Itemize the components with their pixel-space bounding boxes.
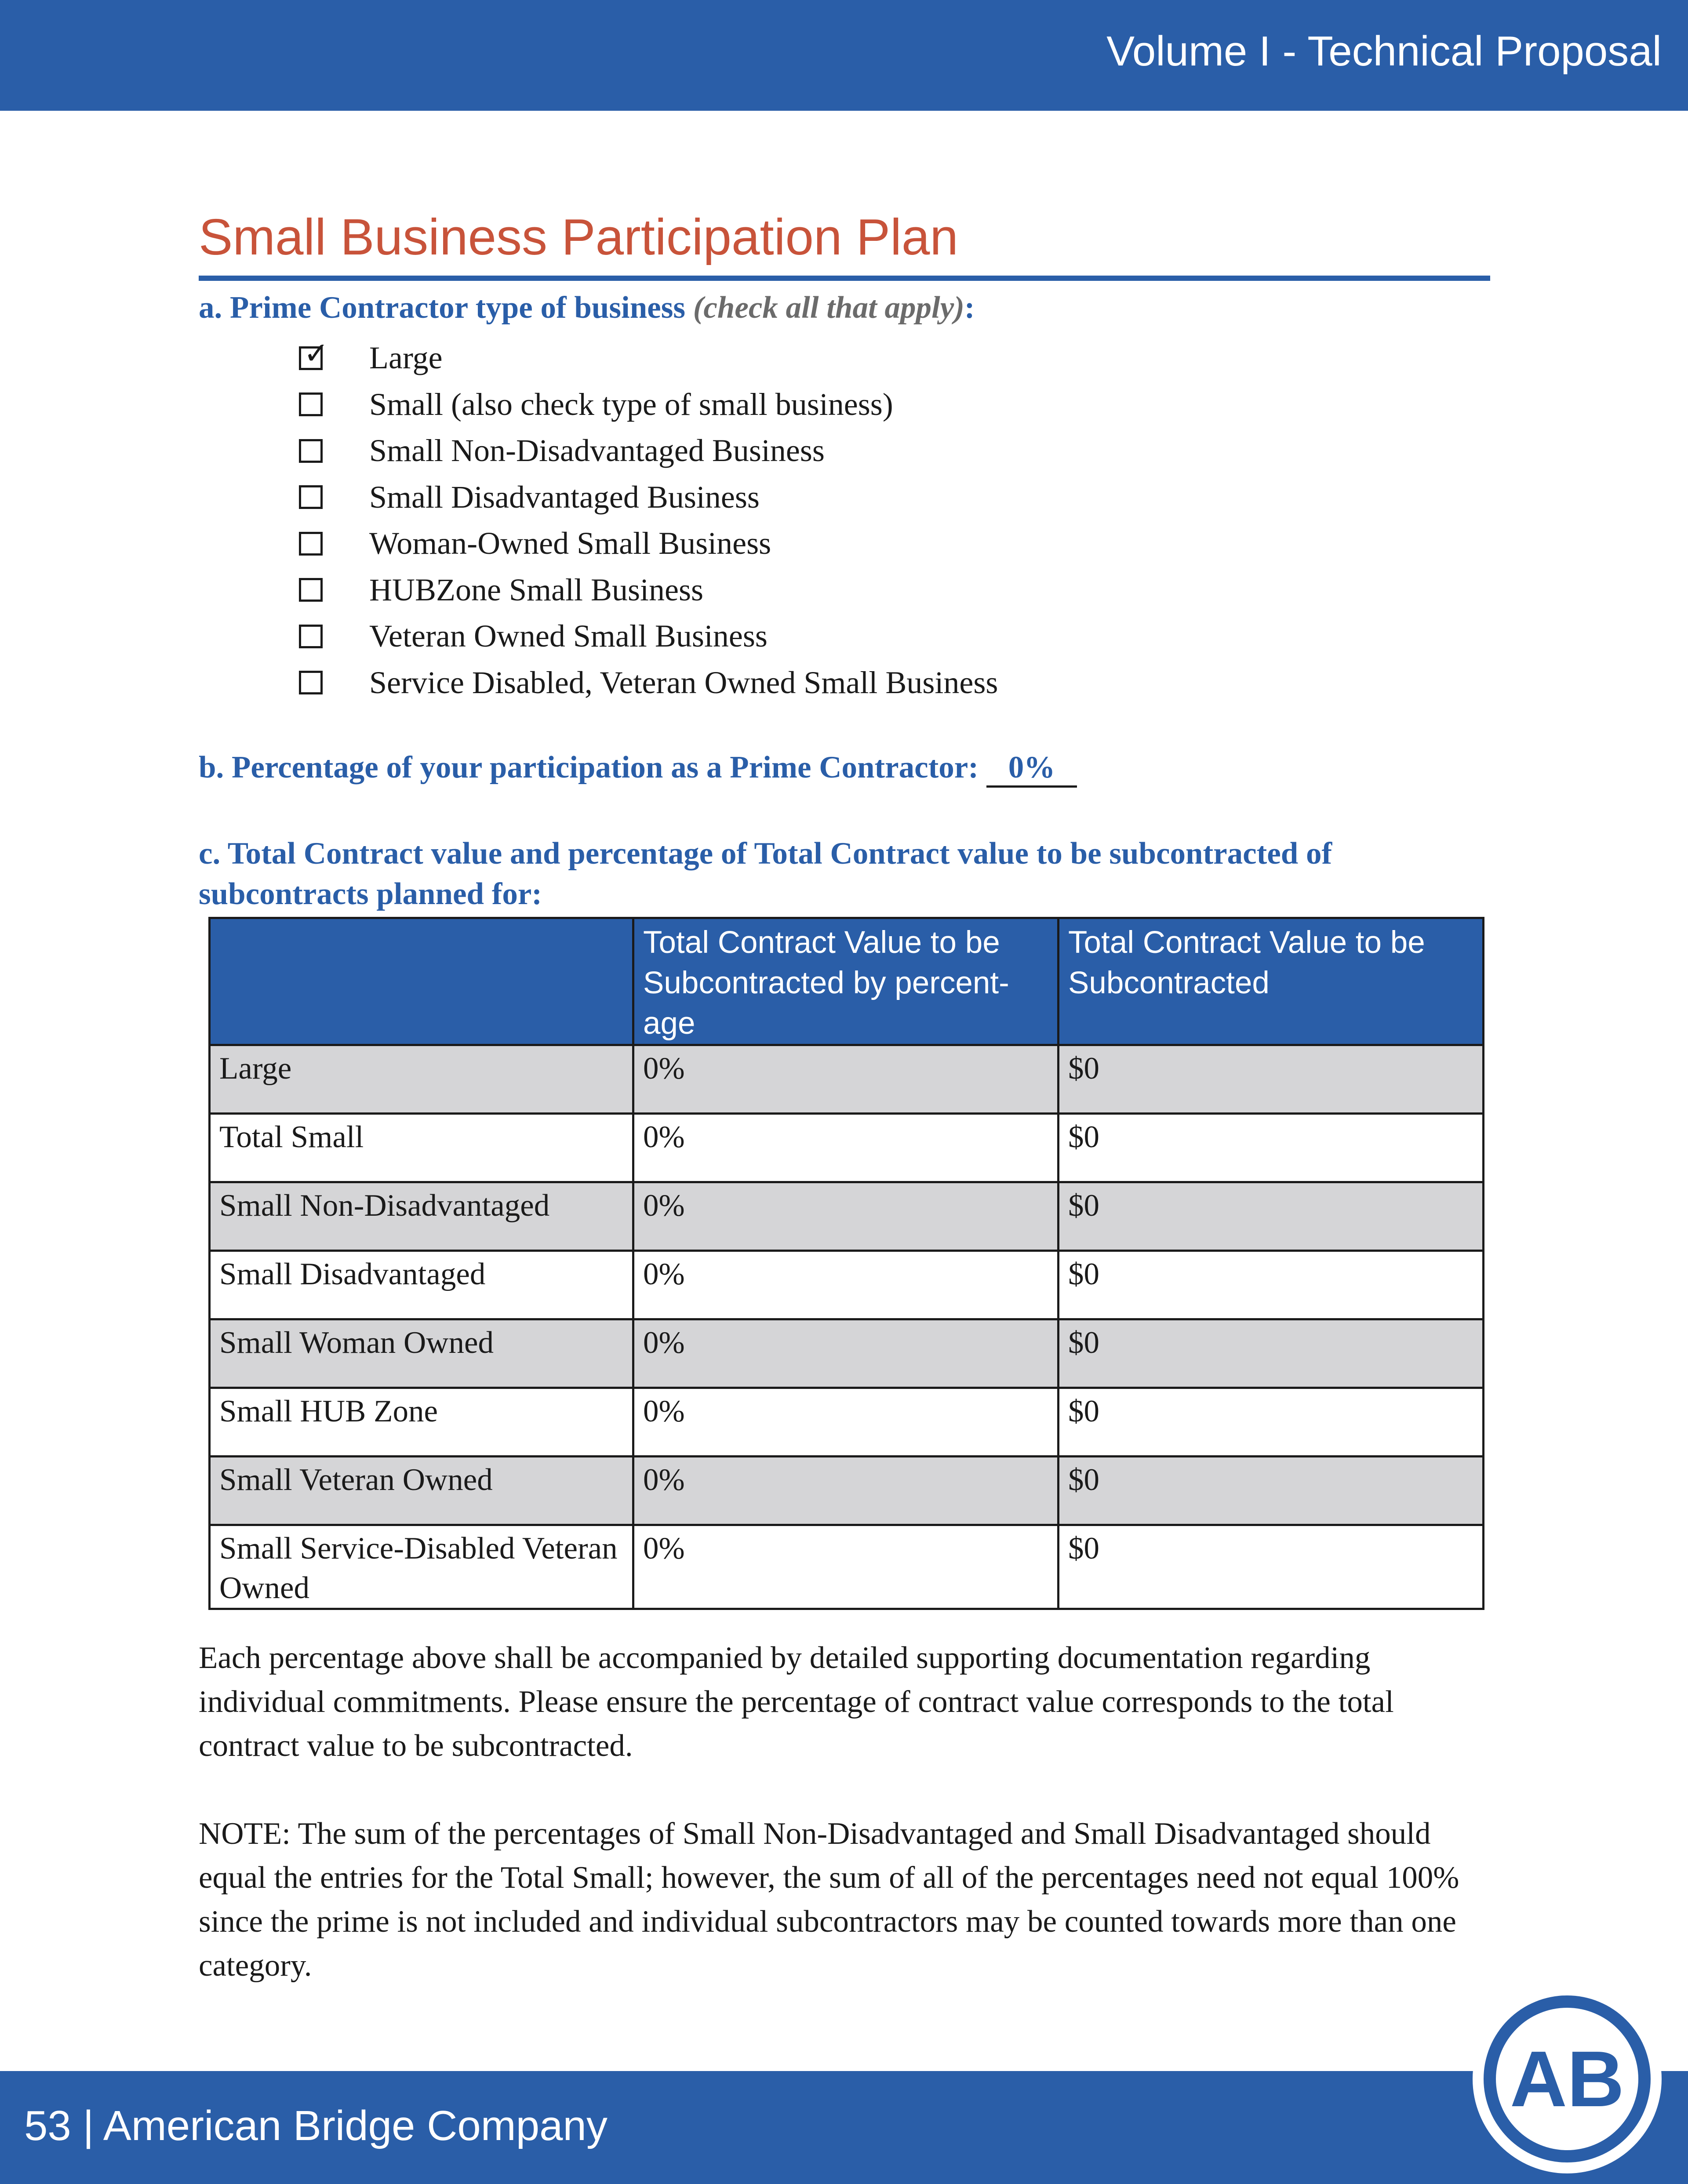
row-category: Small Non-Disadvantaged <box>210 1182 633 1251</box>
row-value[interactable]: $0 <box>1059 1182 1484 1251</box>
row-percentage[interactable]: 0% <box>633 1182 1059 1251</box>
checkbox-label: HUBZone Small Business <box>369 572 704 607</box>
row-percentage[interactable]: 0% <box>633 1388 1059 1457</box>
checkbox-label: Service Disabled, Veteran Owned Small Business <box>369 665 998 700</box>
document-volume-title: Volume I - Technical Proposal <box>1106 28 1662 75</box>
checklist-item[interactable] <box>299 660 1266 706</box>
subcontract-table <box>208 917 1484 1610</box>
checkbox-small-non-disadvantaged[interactable] <box>299 439 323 463</box>
row-value[interactable]: $0 <box>1059 1525 1484 1609</box>
section-divider <box>199 276 1490 281</box>
checklist-item[interactable] <box>299 474 1266 521</box>
row-category: Total Small <box>210 1114 633 1182</box>
checkbox-label: Woman-Owned Small Business <box>369 526 771 561</box>
checklist-item[interactable] <box>299 335 1266 382</box>
row-value[interactable]: $0 <box>1059 1045 1484 1114</box>
checklist-item[interactable] <box>299 567 1266 614</box>
checkbox-hubzone[interactable] <box>299 578 323 602</box>
row-value[interactable]: $0 <box>1059 1388 1484 1457</box>
row-percentage[interactable]: 0% <box>633 1251 1059 1319</box>
footer-page-label: 53 | American Bridge Company <box>24 2102 608 2149</box>
row-percentage[interactable]: 0% <box>633 1114 1059 1182</box>
documentation-paragraph: Each percentage above shall be accompanied by detailed supporting documentation regarding individual commitments. Please ensure the percentage of contract value corresponds to the total contract value to be subcontracted. <box>199 1641 1394 1763</box>
row-value[interactable]: $0 <box>1059 1319 1484 1388</box>
checkbox-large[interactable] <box>299 336 329 371</box>
row-category: Large <box>210 1045 633 1114</box>
question-a-label: a. Prime Contractor type of business <box>199 291 693 325</box>
column-header-percentage: Total Contract Value to be Subcontracted by percent-age <box>633 918 1059 1045</box>
table-row <box>210 1319 1484 1388</box>
american-bridge-logo <box>1470 1982 1664 2176</box>
checkbox-label: Small Non-Disadvantaged Business <box>369 433 825 469</box>
checkbox-label: Large <box>369 340 443 376</box>
question-a-instruction: (check all that apply) <box>693 291 964 325</box>
question-c-heading <box>199 833 1332 914</box>
checklist-item[interactable] <box>299 382 1266 428</box>
row-category: Small Veteran Owned <box>210 1457 633 1525</box>
checkbox-small-disadvantaged[interactable] <box>299 485 323 509</box>
row-category: Small Disadvantaged <box>210 1251 633 1319</box>
checkmark-icon: ✓ <box>304 336 329 371</box>
row-percentage[interactable]: 0% <box>633 1525 1059 1609</box>
table-row <box>210 1457 1484 1525</box>
table-row <box>210 1114 1484 1182</box>
column-header-value: Total Contract Value to be Subcontracted <box>1059 918 1484 1045</box>
business-type-checklist <box>299 335 1266 706</box>
row-percentage[interactable]: 0% <box>633 1457 1059 1525</box>
row-category: Small HUB Zone <box>210 1388 633 1457</box>
checklist-item[interactable] <box>299 428 1266 474</box>
logo-initials: AB <box>1510 2035 1624 2123</box>
checkbox-service-disabled-veteran[interactable] <box>299 671 323 694</box>
checklist-item[interactable] <box>299 613 1266 660</box>
table-row <box>210 1388 1484 1457</box>
row-value[interactable]: $0 <box>1059 1251 1484 1319</box>
row-value[interactable]: $0 <box>1059 1114 1484 1182</box>
row-category: Small Woman Owned <box>210 1319 633 1388</box>
checkbox-woman-owned[interactable] <box>299 532 323 556</box>
checkbox-label: Veteran Owned Small Business <box>369 618 768 654</box>
row-percentage[interactable]: 0% <box>633 1319 1059 1388</box>
question-b-heading <box>199 750 1077 788</box>
section-title: Small Business Participation Plan <box>199 208 958 265</box>
prime-participation-field[interactable]: 0% <box>986 750 1077 788</box>
question-b-label: b. Percentage of your participation as a Prime Contractor: <box>199 750 979 785</box>
table-row <box>210 1182 1484 1251</box>
question-a-heading <box>199 290 975 326</box>
table-row <box>210 1525 1484 1609</box>
table-row <box>210 1045 1484 1114</box>
question-c-line-1: c. Total Contract value and percentage of Total Contract value to be subcontracted of <box>199 836 1332 871</box>
table-header-row <box>210 918 1484 1045</box>
row-value[interactable]: $0 <box>1059 1457 1484 1525</box>
row-category: Small Service-Disabled Veteran Owned <box>210 1525 633 1609</box>
checklist-item[interactable] <box>299 520 1266 567</box>
checkbox-label: Small Disadvantaged Business <box>369 479 760 515</box>
checkbox-small[interactable] <box>299 392 323 416</box>
checkbox-veteran-owned[interactable] <box>299 625 323 648</box>
question-a-colon: : <box>964 291 975 325</box>
note-paragraph: NOTE: The sum of the percentages of Small Non-Disadvantaged and Small Disadvantaged should equal the entries for the Total Small; however, the sum of all of the percentages need not equal 100% since the prime is not included and individual subcontractors may be counted towards more than one category. <box>199 1817 1459 1983</box>
table-row <box>210 1251 1484 1319</box>
question-c-line-2: subcontracts planned for: <box>199 877 542 911</box>
checkbox-label: Small (also check type of small business) <box>369 386 893 422</box>
column-header-category <box>210 918 633 1045</box>
row-percentage[interactable]: 0% <box>633 1045 1059 1114</box>
